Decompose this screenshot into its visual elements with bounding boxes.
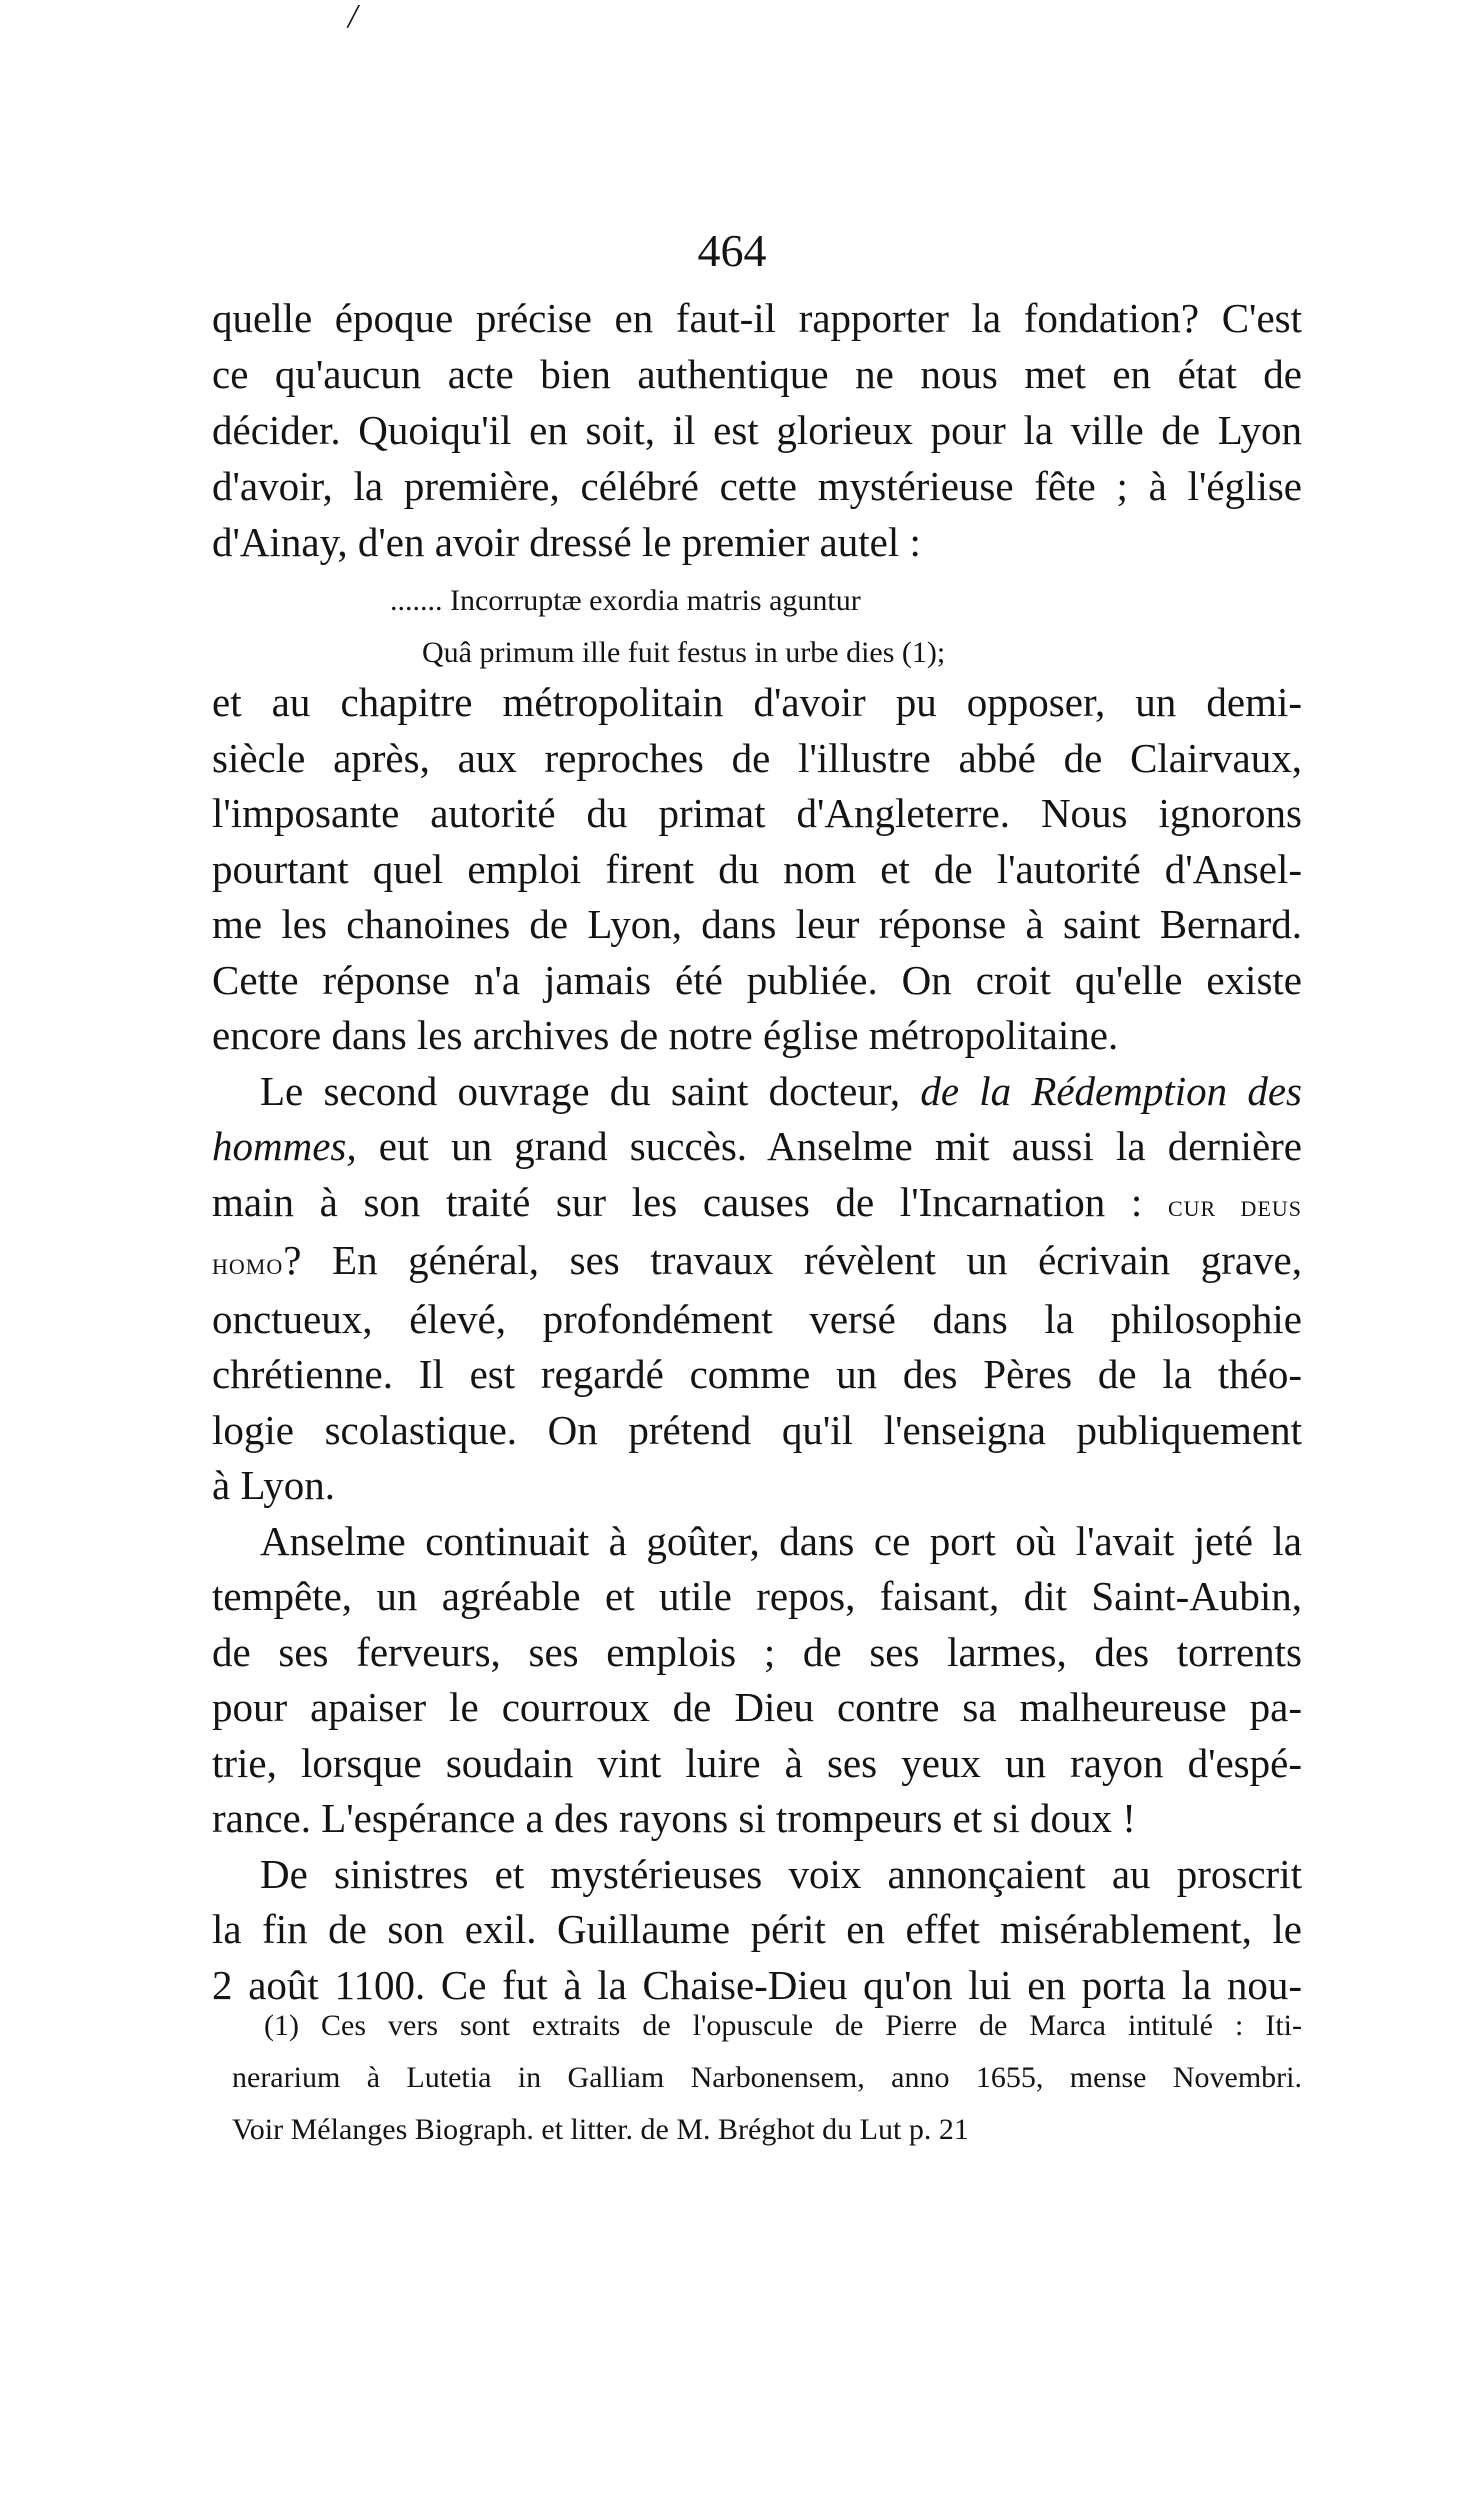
text-line: onctueux, élevé, profondément versé dans la philosophie [212, 1295, 1302, 1342]
text-run: eut un grand succès. Anselme mit aussi la dernière [356, 1123, 1302, 1169]
main-text [212, 675, 1302, 2013]
text-line: chrétienne. Il est regardé comme un des Pères de la théo- [212, 1351, 1302, 1397]
small-caps-title: cur deus [1167, 1186, 1303, 1223]
italic-title: hommes, [212, 1123, 357, 1169]
verse-line: ....... Incorruptæ exordia matris aguntur [390, 584, 861, 617]
text-line: rance. L'espérance a des rayons si trompeurs et si doux ! [212, 1795, 1136, 1841]
text-line: me les chanoines de Lyon, dans leur réponse à saint Bernard. [212, 901, 1302, 947]
paragraph [212, 675, 1302, 1064]
text-line: pour apaiser le courroux de Dieu contre sa malheureuse pa- [212, 1684, 1302, 1730]
text-run: ? En général, ses travaux révèlent un écrivain grave, [283, 1237, 1302, 1283]
text-line [212, 1064, 1302, 1120]
text-line: ce qu'aucun acte bien authentique ne nous met en état de [212, 351, 1302, 397]
text-line: tempête, un agréable et utile repos, faisant, dit Saint-Aubin, [212, 1573, 1302, 1619]
text-line [212, 1233, 1302, 1292]
text-line: pourtant quel emploi firent du nom et de l'autorité d'Ansel- [212, 845, 1302, 892]
text-line: la fin de son exil. Guillaume périt en effet misérablement, le [212, 1906, 1302, 1952]
verse-line: Quâ primum ille fuit festus in urbe dies (1); [422, 636, 946, 669]
text-line: d'Ainay, d'en avoir dressé le premier autel : [212, 519, 921, 565]
text-line: et au chapitre métropolitain d'avoir pu opposer, un demi- [212, 679, 1302, 725]
text-line: quelle époque précise en faut-il rapporter la fondation? C'est [212, 295, 1302, 341]
paragraph [212, 1064, 1302, 1514]
text-line: 2 août 1100. Ce fut à la Chaise-Dieu qu'on lui en porta la nou- [212, 1961, 1302, 2008]
text-line: logie scolastique. On prétend qu'il l'enseigna publiquement [212, 1406, 1302, 1453]
paragraph [212, 1514, 1302, 1847]
text-run: main à son traité sur les causes de l'Incarnation : [212, 1178, 1168, 1225]
footnote [232, 2000, 1302, 2156]
text-line: De sinistres et mystérieuses voix annonçaient au proscrit [260, 1850, 1302, 1897]
text-line: trie, lorsque soudain vint luire à ses yeux un rayon d'espé- [212, 1739, 1302, 1786]
text-line: Cette réponse n'a jamais été publiée. On croit qu'elle existe [212, 956, 1302, 1003]
stray-mark: / [348, 0, 358, 35]
text-line [212, 1175, 1302, 1234]
text-line: encore dans les archives de notre église métropolitaine. [212, 1012, 1119, 1058]
text-line [212, 1119, 1302, 1175]
opening-paragraph [212, 290, 1302, 570]
text-line: d'avoir, la première, célébré cette mystérieuse fête ; à l'église [212, 463, 1302, 509]
text-line: de ses ferveurs, ses emplois ; de ses larmes, des torrents [212, 1628, 1302, 1675]
small-caps-title: homo [212, 1245, 284, 1281]
text-line: décider. Quoiqu'il en soit, il est glorieux pour la ville de Lyon [212, 407, 1302, 453]
footnote-line: nerarium à Lutetia in Galliam Narbonensem, anno 1655, mense Novembri. [232, 2061, 1302, 2094]
text-line: siècle après, aux reproches de l'illustre abbé de Clairvaux, [212, 734, 1302, 781]
latin-verse-quotation [390, 575, 945, 679]
text-line: Anselme continuait à goûter, dans ce port où l'avait jeté la [260, 1517, 1302, 1564]
text-run: Le second ouvrage du saint docteur, [260, 1067, 921, 1114]
footnote-line: Voir Mélanges Biograph. et litter. de M. Bréghot du Lut p. 21 [232, 2113, 969, 2146]
text-line: l'imposante autorité du primat d'Angleterre. Nous ignorons [212, 790, 1302, 836]
italic-title: de la Rédemption des [920, 1067, 1302, 1114]
text-line: à Lyon. [212, 1462, 335, 1508]
paragraph [212, 1847, 1302, 2014]
page-number: 464 [697, 225, 767, 276]
footnote-line: (1) Ces vers sont extraits de l'opuscule de Pierre de Marca intitulé : Iti- [264, 2009, 1302, 2042]
